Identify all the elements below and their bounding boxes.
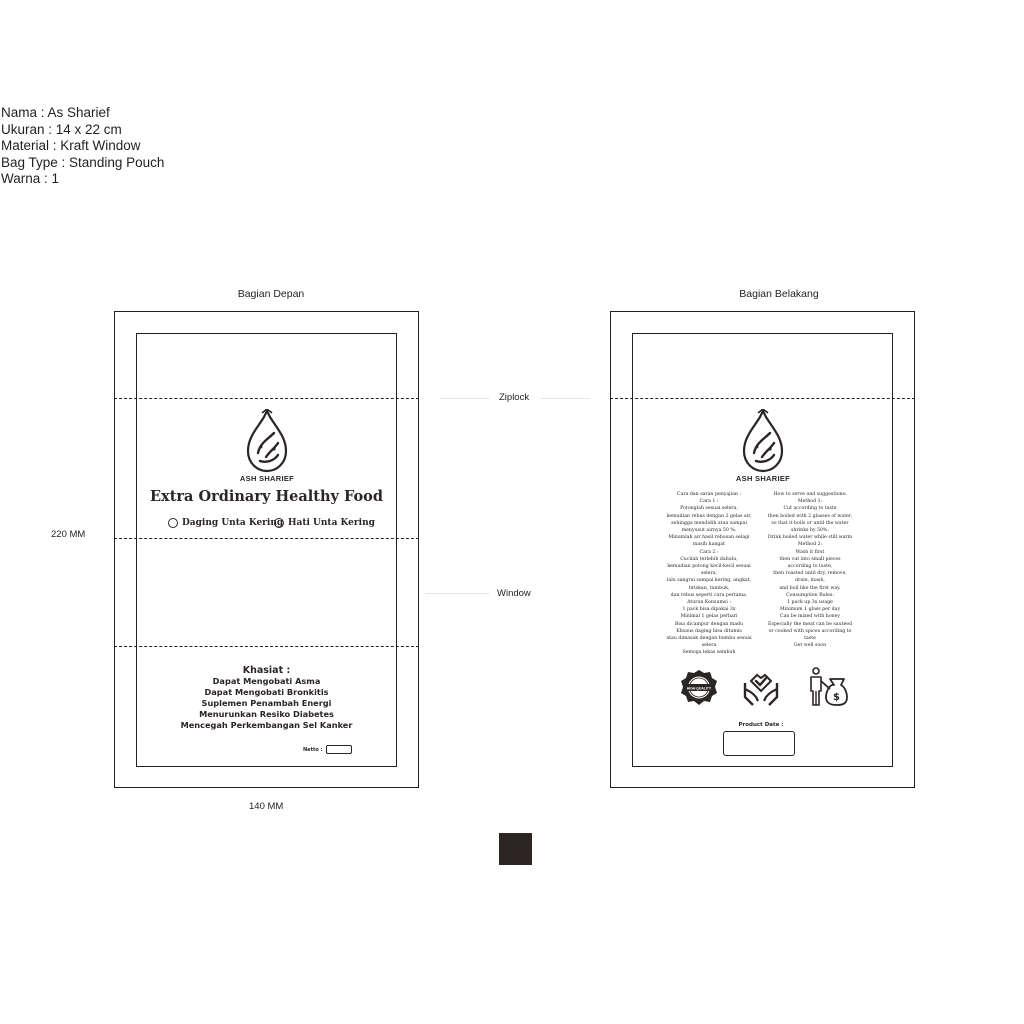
svg-text:$: $ — [833, 692, 840, 703]
instruction-line: shrinks by 50%. — [791, 528, 829, 534]
khasiat-item: Dapat Mengobati Asma — [212, 676, 321, 686]
option-hati-label: Hati Unta Kering — [288, 518, 375, 528]
instruction-line: Method 2: — [797, 542, 823, 548]
back-logo-drop-icon — [740, 409, 786, 473]
instruction-line: Especially the meat can be sautéed — [767, 621, 853, 627]
khasiat-item: Dapat Mengobati Bronkitis — [204, 687, 329, 697]
instruction-line: Semoga lekas sembuh — [682, 650, 736, 656]
spec-bag-type: Bag Type : Standing Pouch — [1, 154, 165, 170]
front-logo-drop-icon — [244, 409, 290, 473]
khasiat-item: Menurunkan Resiko Diabetes — [199, 709, 334, 719]
khasiat-item: Suplemen Penambah Energi — [201, 698, 332, 708]
option-hati — [274, 518, 375, 528]
instruction-line: atau dimasak dengan bumbu sesuai — [666, 636, 752, 642]
instruction-line: Consumption Rules: — [786, 592, 834, 598]
option-circle-icon — [274, 518, 284, 528]
option-daging-label: Daging Unta Kering — [182, 518, 284, 528]
hands-check-icon — [741, 667, 781, 707]
instruction-line: Minimum 1 glass per day — [779, 607, 841, 613]
khasiat-list — [136, 676, 397, 731]
back-ziplock-line — [610, 398, 915, 399]
instructions-english — [757, 491, 863, 649]
front-ziplock-line — [114, 398, 419, 399]
spec-warna: Warna : 1 — [1, 171, 60, 187]
instruction-line: masih hangat — [692, 542, 726, 548]
instruction-line: Khusus daging bisa ditumis — [676, 628, 742, 634]
instruction-line: Cara 1 : — [699, 499, 719, 505]
instruction-line: dan rebus seperti cara pertama. — [670, 592, 748, 598]
netto-box — [326, 745, 352, 754]
spec-nama: Nama : As Sharief — [1, 105, 110, 120]
badge-text: HIGH QUALITY — [686, 686, 712, 691]
high-quality-badge-icon — [679, 669, 719, 707]
spec-list — [1, 105, 164, 188]
instruction-line: Minimal 1 gelas perhari — [680, 614, 738, 620]
window-guide — [425, 593, 490, 594]
instruction-line: Wash it first — [795, 549, 825, 555]
back-panel-label: Bagian Belakang — [739, 288, 819, 300]
product-date-label: Product Date : — [738, 722, 784, 728]
window-top-line — [114, 538, 419, 539]
front-headline: Extra Ordinary Healthy Food — [150, 488, 383, 505]
instruction-line: menyusut airnya 50 %. — [681, 528, 737, 534]
instruction-line: tiriskan, tumbuk, — [688, 585, 730, 591]
khasiat-item: Mencegah Perkembangan Sel Kanker — [180, 720, 353, 730]
instruction-line: lalu sangrai sampai kering, angkat, — [666, 578, 752, 584]
instruction-line: selera, — [701, 571, 717, 577]
instruction-line: Aturan Konsumsi : — [687, 600, 731, 606]
instruction-line: Cara 2 : — [699, 549, 719, 555]
khasiat-title: Khasiat : — [242, 665, 291, 676]
instruction-line: kemudian rebus dengan 2 gelas air, — [666, 513, 752, 519]
netto-label: Netto : — [303, 747, 323, 753]
instruction-line: Potonglah sesuai selera, — [680, 506, 738, 512]
ziplock-guide-left — [440, 398, 490, 399]
recycle-person-icon — [806, 667, 848, 707]
instruction-line: Method 1: — [797, 499, 823, 505]
instruction-line: then boiled with 2 glasses of water, — [767, 513, 853, 519]
instruction-line: Can be mixed with honey — [779, 614, 841, 620]
instruction-line: taste — [804, 636, 816, 642]
instruction-line: Get well soon — [793, 643, 827, 649]
product-date-box — [723, 731, 795, 756]
option-daging — [168, 518, 283, 528]
window-bottom-line — [114, 646, 419, 647]
ziplock-guide-right — [540, 398, 590, 399]
instruction-line: Cara dan saran penyajian : — [676, 492, 742, 497]
instruction-line: then roasted until dry, remove, — [773, 571, 847, 577]
instruction-line: and boil like the first way. — [779, 585, 841, 591]
height-dimension: 220 MM — [51, 529, 86, 540]
back-brand-name: ASH SHARIEF — [735, 474, 791, 483]
instruction-line: so that it boils or until the water — [771, 520, 849, 526]
spec-ukuran: Ukuran : 14 x 22 cm — [1, 121, 122, 137]
instructions-indonesian — [655, 491, 763, 657]
front-panel-label: Bagian Depan — [237, 288, 305, 300]
instruction-line: kemudian potong kecil-kecil sesuai — [667, 564, 751, 570]
instruction-line: drain, mash, — [795, 578, 825, 584]
instruction-line: Minumlah air hasil rebusan selagi — [668, 535, 750, 541]
instruction-line: 1 pack bisa dipakai 3x — [682, 607, 736, 613]
window-label: Window — [497, 588, 531, 599]
instruction-line: sehingga mendidih atau sampai — [671, 520, 747, 526]
instruction-line: then cut into small pieces — [779, 556, 841, 562]
instruction-line: according to taste, — [787, 564, 833, 570]
instruction-line: How to serve and suggestions: — [773, 492, 847, 497]
instruction-line: Drink boiled water while still warm — [767, 535, 853, 541]
spec-material: Material : Kraft Window — [1, 138, 141, 154]
instruction-line: Cut according to taste — [783, 506, 837, 512]
ziplock-label: Ziplock — [499, 392, 530, 403]
instruction-line: or cooked with spices according to — [768, 628, 852, 634]
instruction-line: Cucilah terlebih dahulu, — [680, 556, 738, 562]
instruction-line: selera — [701, 643, 717, 649]
front-brand-name: ASH SHARIEF — [239, 474, 295, 483]
instruction-line: Bisa dicampur dengan madu — [674, 621, 744, 627]
instruction-line: 1 pack up 3x usage — [787, 600, 833, 606]
width-dimension: 140 MM — [249, 801, 284, 812]
option-circle-icon — [168, 518, 178, 528]
color-swatch — [499, 833, 532, 865]
